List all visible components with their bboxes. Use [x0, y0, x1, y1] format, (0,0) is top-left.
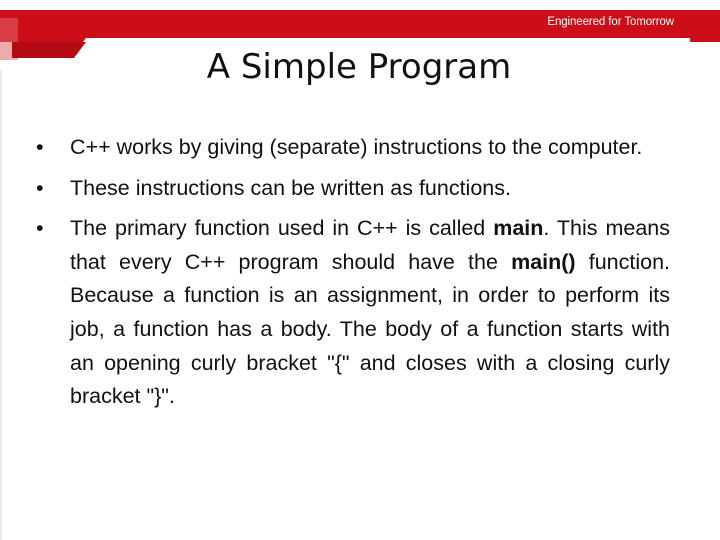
left-edge-shadow	[0, 70, 2, 540]
bullet-text-part: The primary function used in C++ is called	[70, 216, 494, 241]
bullet-text: C++ works by giving (separate) instructions to the computer.	[70, 135, 643, 159]
header-dark-underline	[12, 42, 86, 58]
bullet-item	[36, 172, 670, 206]
slide-title: A Simple Program	[206, 47, 512, 87]
bullet-item	[36, 131, 670, 165]
bold-term-main: main	[493, 216, 544, 241]
bullet-text-part: . This means that every C++ program should have the	[70, 216, 670, 274]
bullet-item	[36, 212, 670, 414]
bullet-text-part: function. Because a function is an assignment, in order to perform its job, a function has a body. The body of a function starts with an opening curly bracket "{" and closes with a closing curly bracket "}".	[70, 249, 671, 409]
bold-term-main-call: main()	[511, 249, 576, 274]
bullet-text: These instructions can be written as functions.	[70, 175, 511, 200]
bullet-list	[36, 131, 670, 421]
brand-tagline: Engineered for Tomorrow	[547, 16, 674, 28]
